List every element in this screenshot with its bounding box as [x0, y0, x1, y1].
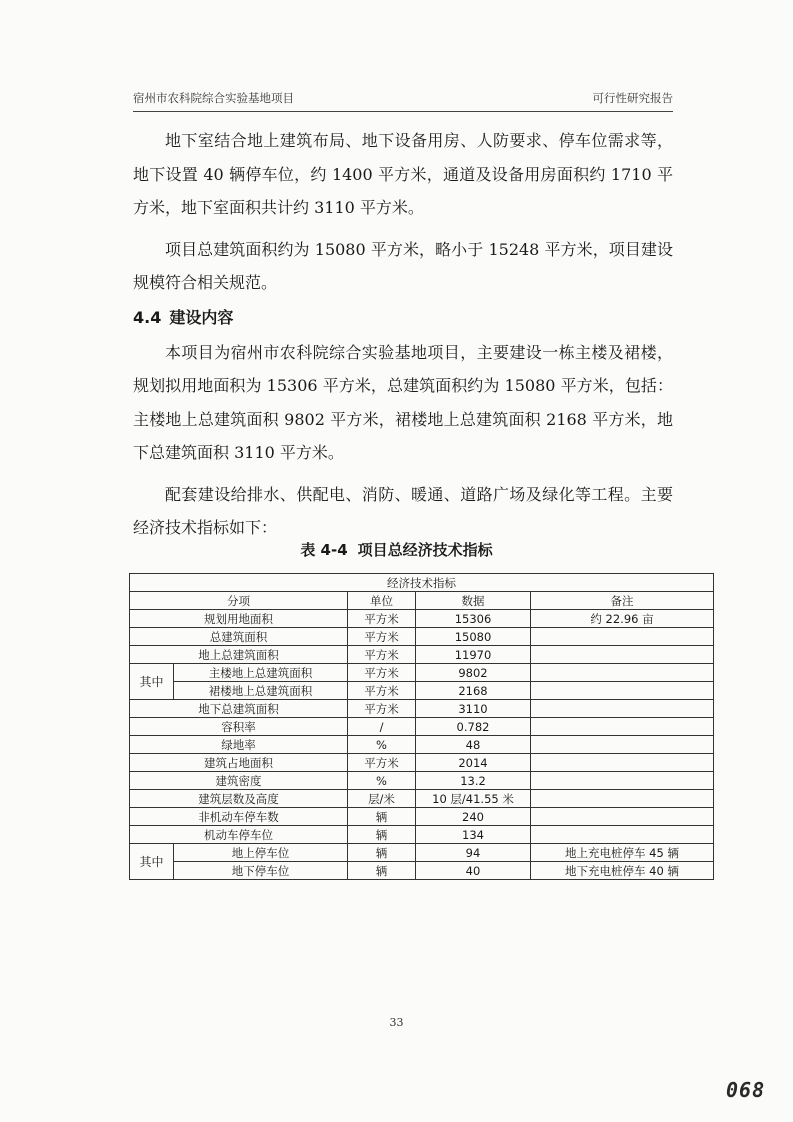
- row-data: 2168: [416, 682, 531, 700]
- page-header: [133, 86, 673, 108]
- row-unit: 平方米: [348, 610, 416, 628]
- group-label: 其中: [130, 664, 174, 700]
- row-note: [531, 646, 714, 664]
- header-unit: 单位: [348, 592, 416, 610]
- row-unit: 辆: [348, 844, 416, 862]
- group-label: 其中: [130, 844, 174, 880]
- row-data: 48: [416, 736, 531, 754]
- table-title-cell: 经济技术指标: [130, 574, 714, 592]
- table-title: 项目总经济技术指标: [357, 541, 493, 559]
- row-data: 11970: [416, 646, 531, 664]
- table-row: [130, 646, 714, 664]
- row-unit: 层/米: [348, 790, 416, 808]
- row-item: 地下总建筑面积: [130, 700, 348, 718]
- header-report-type: 可行性研究报告: [592, 91, 673, 105]
- paragraph-construction: 本项目为宿州市农科院综合实验基地项目，主要建设一栋主楼及裙楼，规划拟用地面积为 15306 平方米，总建筑面积约为 15080 平方米，包括：主楼地上总建筑面积 9802 平方米，裙楼地上总建筑面积 2168 平方米，地下总建筑面积 3110 平方米。: [133, 342, 673, 462]
- row-note: [531, 772, 714, 790]
- table-caption: [0, 539, 793, 560]
- table-row: [130, 700, 714, 718]
- header-rule: [133, 111, 673, 112]
- row-note: [531, 826, 714, 844]
- header-data: 数据: [416, 592, 531, 610]
- row-data: 3110: [416, 700, 531, 718]
- row-note: 地下充电桩停车 40 辆: [531, 862, 714, 880]
- row-item: 规划用地面积: [130, 610, 348, 628]
- table-row: [130, 790, 714, 808]
- row-item: 主楼地上总建筑面积: [174, 664, 348, 682]
- row-data: 15306: [416, 610, 531, 628]
- row-note: [531, 718, 714, 736]
- header-project-name: 宿州市农科院综合实验基地项目: [133, 91, 294, 105]
- row-data: 134: [416, 826, 531, 844]
- table-row: [130, 754, 714, 772]
- row-item: 容积率: [130, 718, 348, 736]
- row-unit: 辆: [348, 826, 416, 844]
- row-note: [531, 700, 714, 718]
- row-item: 机动车停车位: [130, 826, 348, 844]
- table-row: [130, 736, 714, 754]
- section-number: 4.4: [133, 307, 162, 327]
- row-unit: %: [348, 772, 416, 790]
- header-item: 分项: [130, 592, 348, 610]
- paragraph-supporting: 配套建设给排水、供配电、消防、暖通、道路广场及绿化等工程。主要经济技术指标如下：: [133, 484, 673, 537]
- table-row: [130, 718, 714, 736]
- row-unit: 平方米: [348, 646, 416, 664]
- row-item: 建筑占地面积: [130, 754, 348, 772]
- row-note: [531, 808, 714, 826]
- row-unit: 辆: [348, 808, 416, 826]
- paragraph-total-area: 项目总建筑面积约为 15080 平方米，略小于 15248 平方米，项目建设规模符合相关规范。: [133, 239, 673, 292]
- row-item: 地上总建筑面积: [130, 646, 348, 664]
- row-note: [531, 628, 714, 646]
- paragraph-basement: 地下室结合地上建筑布局、地下设备用房、人防要求、停车位需求等，地下设置 40 辆停车位，约 1400 平方米，通道及设备用房面积约 1710 平方米，地下室面积共计约 3110 平方米。: [133, 131, 673, 217]
- row-data: 40: [416, 862, 531, 880]
- table-row: [130, 610, 714, 628]
- row-unit: 平方米: [348, 664, 416, 682]
- row-item: 建筑密度: [130, 772, 348, 790]
- row-note: [531, 754, 714, 772]
- row-data: 0.782: [416, 718, 531, 736]
- indicator-table: [129, 573, 714, 880]
- row-item: 建筑层数及高度: [130, 790, 348, 808]
- row-unit: 平方米: [348, 700, 416, 718]
- row-data: 15080: [416, 628, 531, 646]
- section-heading: [133, 304, 673, 332]
- table-row: [130, 862, 714, 880]
- row-data: 2014: [416, 754, 531, 772]
- row-data: 10 层/41.55 米: [416, 790, 531, 808]
- row-item: 非机动车停车数: [130, 808, 348, 826]
- table-row: [130, 844, 714, 862]
- row-unit: 平方米: [348, 628, 416, 646]
- row-unit: 平方米: [348, 754, 416, 772]
- row-note: [531, 682, 714, 700]
- page-stamp-number: 068: [726, 1078, 766, 1102]
- table-header-row: [130, 592, 714, 610]
- table-row: [130, 628, 714, 646]
- table-row: [130, 664, 714, 682]
- row-item: 地下停车位: [174, 862, 348, 880]
- page-number: 33: [389, 1016, 404, 1029]
- table-row: [130, 808, 714, 826]
- row-note: [531, 790, 714, 808]
- table-row: [130, 772, 714, 790]
- row-unit: %: [348, 736, 416, 754]
- row-item: 裙楼地上总建筑面积: [174, 682, 348, 700]
- row-unit: 辆: [348, 862, 416, 880]
- row-item: 绿地率: [130, 736, 348, 754]
- header-note: 备注: [531, 592, 714, 610]
- table-row: [130, 682, 714, 700]
- row-note: 地上充电桩停车 45 辆: [531, 844, 714, 862]
- row-unit: 平方米: [348, 682, 416, 700]
- row-item: 总建筑面积: [130, 628, 348, 646]
- row-data: 240: [416, 808, 531, 826]
- table-number: 表 4-4: [300, 541, 348, 559]
- row-item: 地上停车位: [174, 844, 348, 862]
- row-unit: /: [348, 718, 416, 736]
- row-note: [531, 664, 714, 682]
- row-note: [531, 736, 714, 754]
- row-data: 94: [416, 844, 531, 862]
- row-note: 约 22.96 亩: [531, 610, 714, 628]
- table-title-row: [130, 574, 714, 592]
- body-text: [133, 124, 673, 545]
- table-row: [130, 826, 714, 844]
- row-data: 9802: [416, 664, 531, 682]
- row-data: 13.2: [416, 772, 531, 790]
- section-title: 建设内容: [169, 307, 234, 327]
